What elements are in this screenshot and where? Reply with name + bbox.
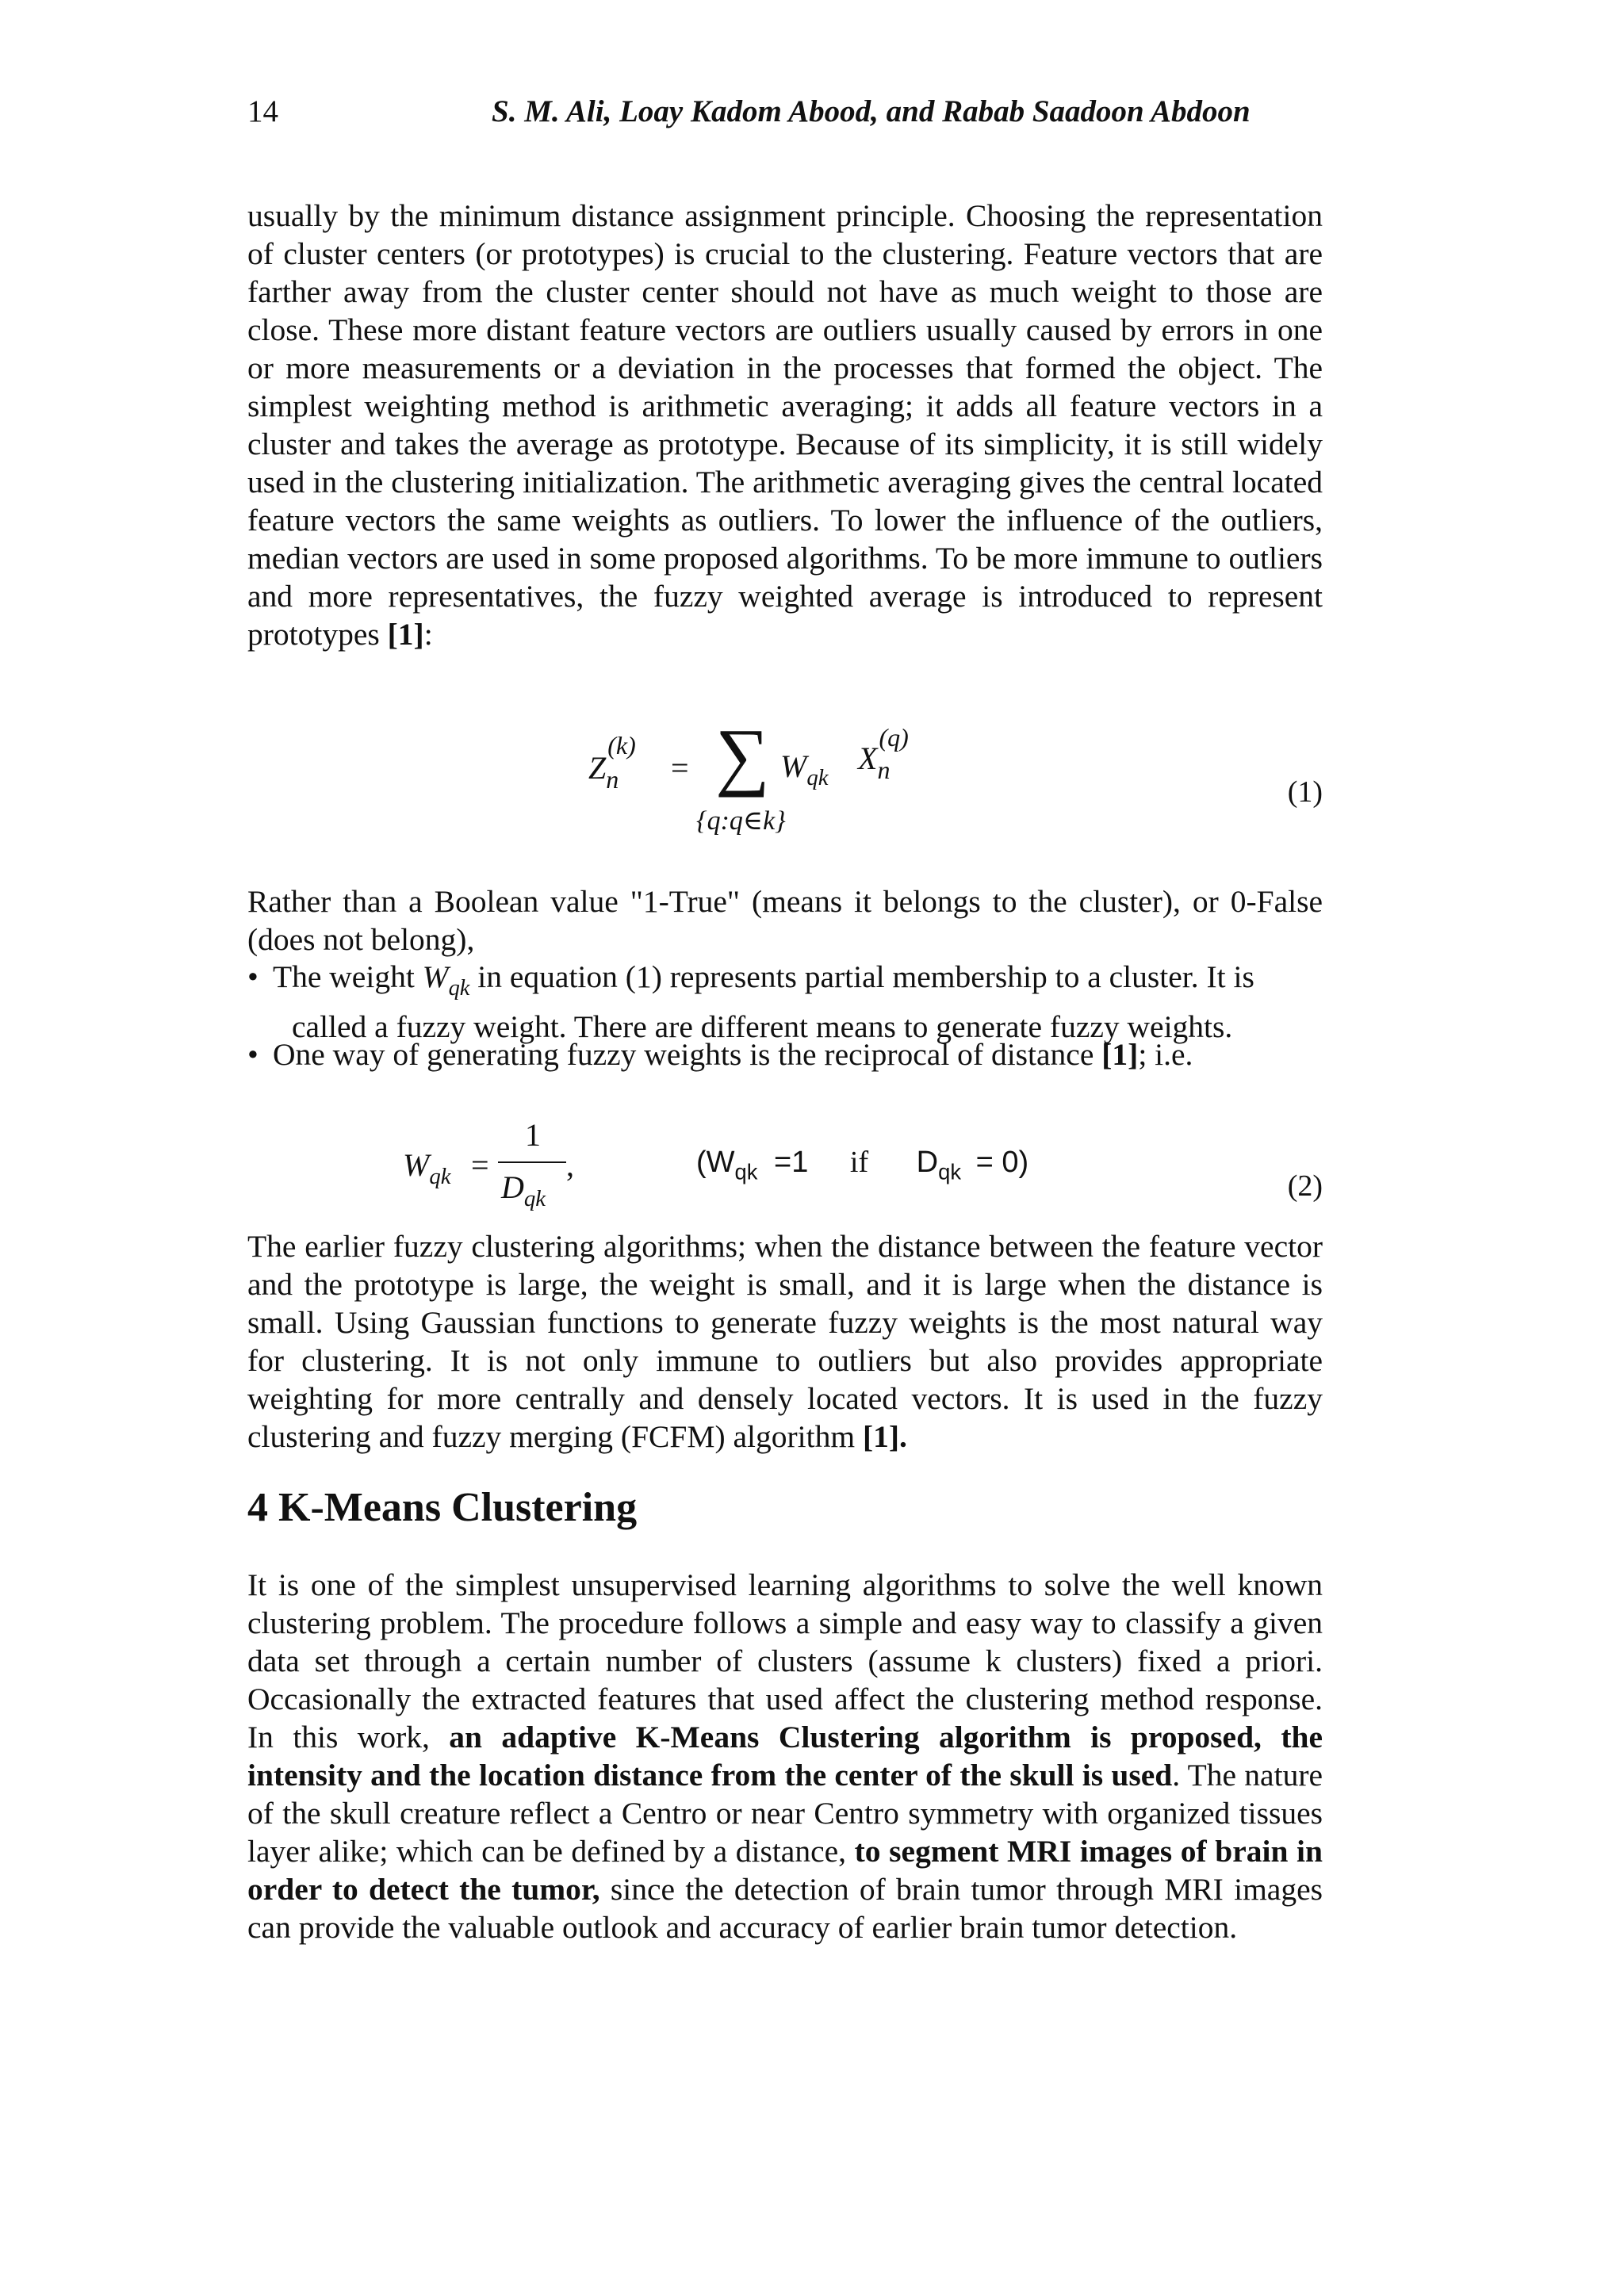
bold-text-run: [1]: [387, 617, 424, 652]
text-run: Rather than a Boolean value "1-True" (means it belongs to the cluster), or 0-False (does not belong),: [247, 884, 1323, 957]
eq1-feature-vector: X (q) $_n$: [858, 723, 909, 784]
citation: [1]: [1101, 1037, 1139, 1072]
eq2-equals: =: [471, 1147, 489, 1183]
eq2-condition: ($W_{qk} =1$ if $D_{qk} = 0$): [696, 1146, 1029, 1184]
eq2-denominator: $D_{qk}$: [501, 1169, 546, 1212]
eq1-equals: =: [671, 750, 689, 786]
text-run: since the detection of brain tumor through MRI images can provide the valuable outlook and accuracy of earlier brain tumor detection.: [247, 1872, 1323, 1945]
text-run: The weight: [273, 959, 423, 994]
fraction-bar: [498, 1161, 566, 1163]
running-header: [247, 94, 1323, 141]
text-run: ; i.e.: [1138, 1037, 1193, 1072]
equation-1: [247, 713, 1323, 844]
text-run: One way of generating fuzzy weights is the reciprocal of distance: [273, 1037, 1102, 1072]
equation-2: [247, 1116, 1323, 1227]
paragraph-kmeans: [247, 1566, 1323, 1946]
eq1-weight: $W_{qk}$: [780, 748, 829, 791]
bold-text-run: to segment MRI images of brain in order to detect the tumor,: [247, 1834, 1323, 1907]
paragraph-earlier-fuzzy-clustering: [247, 1227, 1323, 1456]
page-number: 14: [247, 94, 278, 128]
text-run: The earlier fuzzy clustering algorithms; when the distance between the feature vector and the prototype is large, the weight is small, and it is large when the distance is small. Using Gaussian functions to generate fuzzy weights is the most natural way for clustering. It is not only immune to outliers but also provides appropriate weighting for more centrally and densely located vectors. It is used in the fuzzy clustering and fuzzy merging (FCFM) algorithm: [247, 1229, 1323, 1454]
equation-number-2: (2): [1287, 1169, 1323, 1203]
bullet-symbol: •: [247, 959, 259, 994]
paragraph-boolean: [247, 882, 1323, 959]
eq1-lhs: Z (k) $_n$: [588, 731, 636, 794]
bullet-item-1-line1: [247, 958, 1323, 1008]
bold-text-run: [1].: [862, 1419, 907, 1454]
eq2-comma: ,: [566, 1147, 574, 1183]
eq2-numerator: 1: [525, 1117, 541, 1153]
paragraph-fuzzy-weighting: [247, 197, 1323, 653]
bullet-item-1: [247, 958, 1323, 1046]
text-run: It is one of the simplest unsupervised learning algorithms to solve the well known clustering problem. The procedure follows a simple and easy way to classify a given data set through a certain number of clusters (assume k clusters) fixed a priori. Occasionally the extracted features that used affect the clustering method response. In this work,: [247, 1567, 1323, 1755]
bold-text-run: an adaptive K-Means Clustering algorithm is proposed, the intensity and the location distance from the center of the skull is used: [247, 1720, 1323, 1793]
section-heading-kmeans: 4 K-Means Clustering: [247, 1485, 638, 1530]
bullet-item-1-line2: called a fuzzy weight. There are different means to generate fuzzy weights.: [292, 1008, 1233, 1044]
math-symbol: W: [422, 959, 449, 994]
text-run: :: [423, 617, 433, 652]
eq1-summation-index: {q:q∈k}: [696, 806, 786, 836]
bullet-item-2: [247, 1035, 1323, 1073]
text-run: in equation (1) represents partial membership to a cluster. It is: [469, 959, 1254, 994]
text-run: . The nature of the skull creature reflect a Centro or near Centro symmetry with organized tissues layer alike; which can be defined by a distance,: [247, 1758, 1323, 1869]
math-symbol: qk: [448, 975, 470, 1001]
bullet-symbol: •: [247, 1037, 259, 1072]
running-header-authors: S. M. Ali, Loay Kadom Abood, and Rabab Saadoon Abdoon: [492, 94, 1251, 128]
text-run: usually by the minimum distance assignment principle. Choosing the representation of cluster centers (or prototypes) is crucial to the clustering. Feature vectors that are farther away from the cluster center should not have as much weight to those are close. These more distant feature vectors are outliers usually caused by errors in one or more measurements or a deviation in the processes that formed the object. The simplest weighting method is arithmetic averaging; it adds all feature vectors in a cluster and takes the average as prototype. Because of its simplicity, it is still widely used in the clustering initialization. The arithmetic averaging gives the central located feature vectors the same weights as outliers. To lower the influence of the outliers, median vectors are used in some proposed algorithms. To be more immune to outliers and more representatives, the fuzzy weighted average is introduced to represent prototypes: [247, 198, 1323, 652]
eq2-lhs: $W_{qk}$: [403, 1147, 451, 1190]
summation-symbol: ∑: [715, 713, 770, 798]
equation-number-1: (1): [1287, 775, 1323, 809]
bullet-item-2-line1: [247, 1035, 1323, 1073]
